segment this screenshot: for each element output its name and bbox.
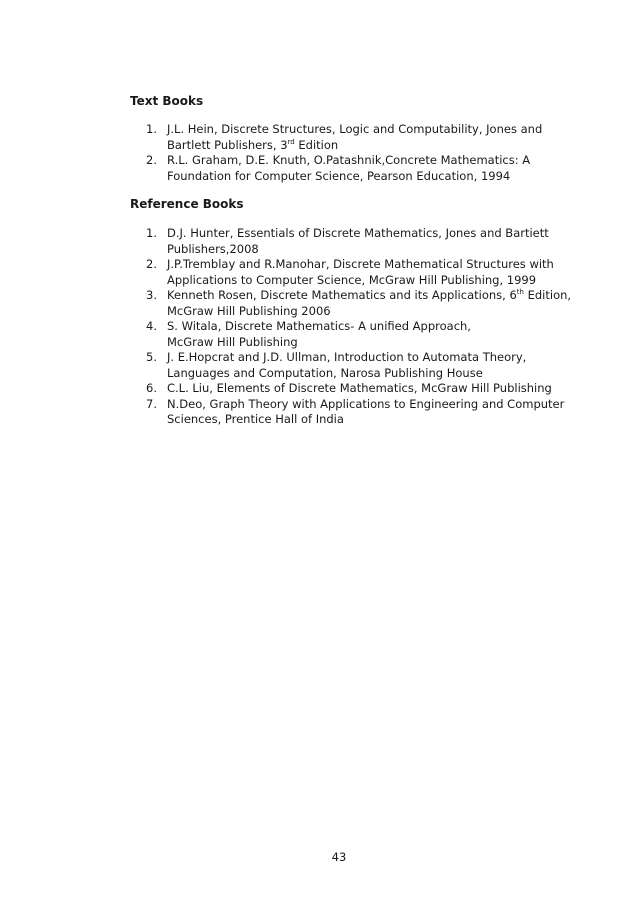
text-books-list — [146, 122, 586, 184]
list-item — [146, 122, 586, 153]
list-item — [146, 381, 586, 397]
item-number: 1. — [146, 122, 157, 136]
list-item — [146, 397, 586, 428]
list-item — [146, 153, 586, 184]
item-text-line: Foundation for Computer Science, Pearson Education, 1994 — [167, 168, 511, 183]
item-number: 3. — [146, 288, 157, 302]
item-text-line: Publishers,2008 — [167, 241, 259, 256]
item-text-line: Sciences, Prentice Hall of India — [167, 412, 344, 426]
ordinal-suffix: th — [516, 288, 524, 296]
item-number: 2. — [146, 257, 157, 271]
item-text-line: J.P.Tremblay and R.Manohar, Discrete Mathematical Structures with — [167, 257, 554, 271]
item-text-line: C.L. Liu, Elements of Discrete Mathematics, McGraw Hill Publishing — [167, 381, 552, 395]
item-text-line: D.J. Hunter, Essentials of Discrete Mathematics, Jones and Bartiett — [167, 226, 549, 240]
item-number: 5. — [146, 350, 157, 364]
item-text-line: J. E.Hopcrat and J.D. Ullman, Introduction to Automata Theory, — [167, 350, 527, 364]
item-text-line: N.Deo, Graph Theory with Applications to Engineering and Computer — [167, 396, 565, 411]
item-number: 1. — [146, 226, 157, 240]
item-text-line — [167, 138, 586, 154]
item-number: 7. — [146, 396, 157, 411]
page-number: 43 — [331, 850, 347, 864]
item-text-line: S. Witala, Discrete Mathematics- A unified Approach, — [167, 319, 471, 333]
item-text: Bartlett Publishers, 3 — [167, 137, 288, 152]
item-number: 4. — [146, 319, 157, 333]
item-text-line: J.L. Hein, Discrete Structures, Logic and Computability, Jones and — [167, 122, 543, 136]
item-text-line: McGraw Hill Publishing — [167, 334, 298, 349]
ordinal-suffix: rd — [287, 137, 295, 146]
list-item — [146, 319, 586, 350]
item-text-line: Applications to Computer Science, McGraw Hill Publishing, 1999 — [167, 272, 537, 287]
item-text-line: Languages and Computation, Narosa Publishing House — [167, 365, 483, 380]
reference-books-heading: Reference Books — [130, 197, 244, 211]
item-text-line: McGraw Hill Publishing 2006 — [167, 303, 331, 318]
list-item — [146, 257, 586, 288]
item-number: 2. — [146, 153, 157, 167]
item-text: Edition, — [523, 288, 572, 302]
item-text: Edition — [294, 137, 339, 152]
reference-books-list — [146, 226, 586, 428]
text-books-heading: Text Books — [130, 94, 204, 108]
list-item — [146, 350, 586, 381]
item-text: Kenneth Rosen, Discrete Mathematics and its Applications, 6 — [167, 288, 517, 302]
list-item — [146, 288, 586, 319]
item-number: 6. — [146, 381, 157, 395]
item-text-line: R.L. Graham, D.E. Knuth, O.Patashnik,Concrete Mathematics: A — [167, 153, 531, 167]
item-text-line — [167, 288, 586, 304]
list-item — [146, 226, 586, 257]
